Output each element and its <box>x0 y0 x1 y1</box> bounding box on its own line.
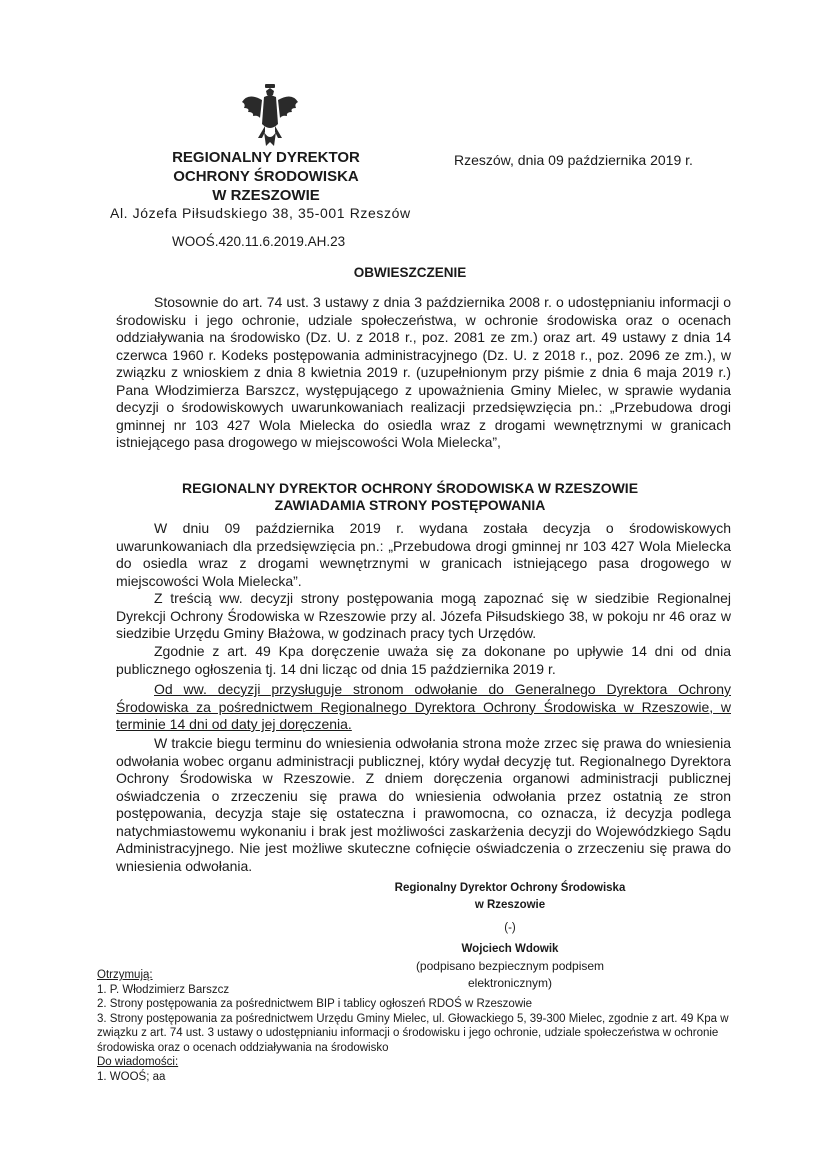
office-address: Al. Józefa Piłsudskiego 38, 35-001 Rzeszów <box>110 205 411 221</box>
paragraph-decision: W dniu 09 października 2019 r. wydana została decyzja o środowiskowych uwarunkowaniach dla przedsięwzięcia pn.: „Przebudowa drogi gminnej nr 103 427 Wola Mielecka do osiedla wraz z drogami wewnętrznymi w granicach istniejącego pasa drogowego w miejscowości Wola Mielecka”. <box>116 520 731 589</box>
paragraph-delivery: Zgodnie z art. 49 Kpa doręczenie uważa się za dokonane po upływie 14 dni od dnia publicznego ogłoszenia tj. 14 dni licząc od dnia 15 października 2019 r. <box>116 643 731 677</box>
case-number: WOOŚ.420.11.6.2019.AH.23 <box>172 234 346 249</box>
signature-location: w Rzeszowie <box>474 899 546 911</box>
signature-mark: (-) <box>504 922 516 934</box>
office-line-1: REGIONALNY DYREKTOR <box>172 149 360 166</box>
signature-title: Regionalny Dyrektor Ochrony Środowiska <box>394 882 626 894</box>
office-line-2: OCHRONY ŚRODOWISKA <box>173 168 359 185</box>
office-line-3: W RZESZOWIE <box>212 187 320 204</box>
info-heading: Do wiadomości: <box>97 1056 179 1068</box>
eagle-emblem-icon <box>238 82 302 150</box>
recipients-heading: Otrzymują: <box>97 969 153 981</box>
announcement-heading-line-1: REGIONALNY DYREKTOR OCHRONY ŚRODOWISKA W RZESZOWIE <box>181 480 639 496</box>
recipient-item: 3. Strony postępowania za pośrednictwem Urzędu Gminy Mielec, ul. Głowackiego 5, 39-300 Mielec, zgodnie z art. 49 Kpa w związku z art. 74 ust. 3 ustawy o udostępnianiu informacji o środowisku i jego ochronie, udziale społeczeństwa w ochronie środowiska oraz o ocenach oddziaływania na środowisko <box>97 1012 729 1054</box>
recipient-item: 1. P. Włodzimierz Barszcz <box>97 983 230 996</box>
paragraph-appeal: Od ww. decyzji przysługuje stronom odwołanie do Generalnego Dyrektora Ochrony Środowiska za pośrednictwem Regionalnego Dyrektora Ochrony Środowiska w Rzeszowie, w terminie 14 dni od daty jej doręczenia. <box>116 681 731 732</box>
recipients-section <box>97 968 737 1084</box>
issuing-office <box>150 148 382 205</box>
signer-name: Wojciech Wdowik <box>461 943 559 955</box>
signature-note: (podpisano bezpiecznym podpisem elektronicznym) <box>415 959 605 990</box>
paragraph-access: Z treścią ww. decyzji strony postępowania mogą zapoznać się w siedzibie Regionalnej Dyrekcji Ochrony Środowiska w Rzeszowie przy al. Józefa Piłsudskiego 38, w pokoju nr 46 oraz w siedzibie Urzędu Gminy Błażowa, w godzinach pracy tych Urzędów. <box>116 590 731 641</box>
document-date: Rzeszów, dnia 09 października 2019 r. <box>454 152 693 168</box>
info-item: 1. WOOŚ; aa <box>97 1070 166 1083</box>
announcement-heading <box>0 480 820 514</box>
intro-paragraph: Stosownie do art. 74 ust. 3 ustawy z dnia 3 października 2008 r. o udostępnianiu informacji o środowisku i jego ochronie, udziale społeczeństwa, w ochronie środowiska oraz o ocenach oddziaływania na środowisko (Dz. U. z 2018 r., poz. 2081 ze zm.) oraz art. 49 ustawy z dnia 14 czerwca 1960 r. Kodeks postępowania administracyjnego (Dz. U. z 2018 r., poz. 2096 ze zm.), w związku z wnioskiem z dnia 8 kwietnia 2019 r. (uzupełnionym przy piśmie z dnia 6 maja 2019 r.) Pana Włodzimierza Barszcz, występującego z upoważnienia Gminy Mielec, w sprawie wydania decyzji o środowiskowych uwarunkowaniach realizacji przedsięwzięcia pn.: „Przebudowa drogi gminnej nr 103 427 Wola Mielecka do osiedla wraz z drogami wewnętrznymi w granicach istniejącego pasa drogowego w miejscowości Wola Mielecka”, <box>116 294 731 450</box>
paragraph-waiver: W trakcie biegu terminu do wniesienia odwołania strona może zrzec się prawa do wniesienia odwołania wobec organu administracji publicznej, który wydał decyzję tut. Regionalnego Dyrektora Ochrony Środowiska w Rzeszowie. Z dniem doręczenia organowi administracji publicznej oświadczenia o zrzeczeniu się prawa do wniesienia odwołania przez ostatnią ze stron postępowania, decyzja staje się ostateczna i prawomocna, co oznacza, iż decyzja podlega natychmiastowemu wykonaniu i brak jest możliwości zaskarżenia decyzji do Wojewódzkiego Sądu Administracyjnego. Nie jest możliwe skuteczne cofnięcie oświadczenia o zrzeczeniu się prawa do wniesienia odwołania. <box>116 735 731 874</box>
document-title: OBWIESZCZENIE <box>353 265 467 280</box>
announcement-heading-line-2: ZAWIADAMIA STRONY POSTĘPOWANIA <box>274 497 546 513</box>
recipient-item: 2. Strony postępowania za pośrednictwem BIP i tablicy ogłoszeń RDOŚ w Rzeszowie <box>97 998 533 1010</box>
